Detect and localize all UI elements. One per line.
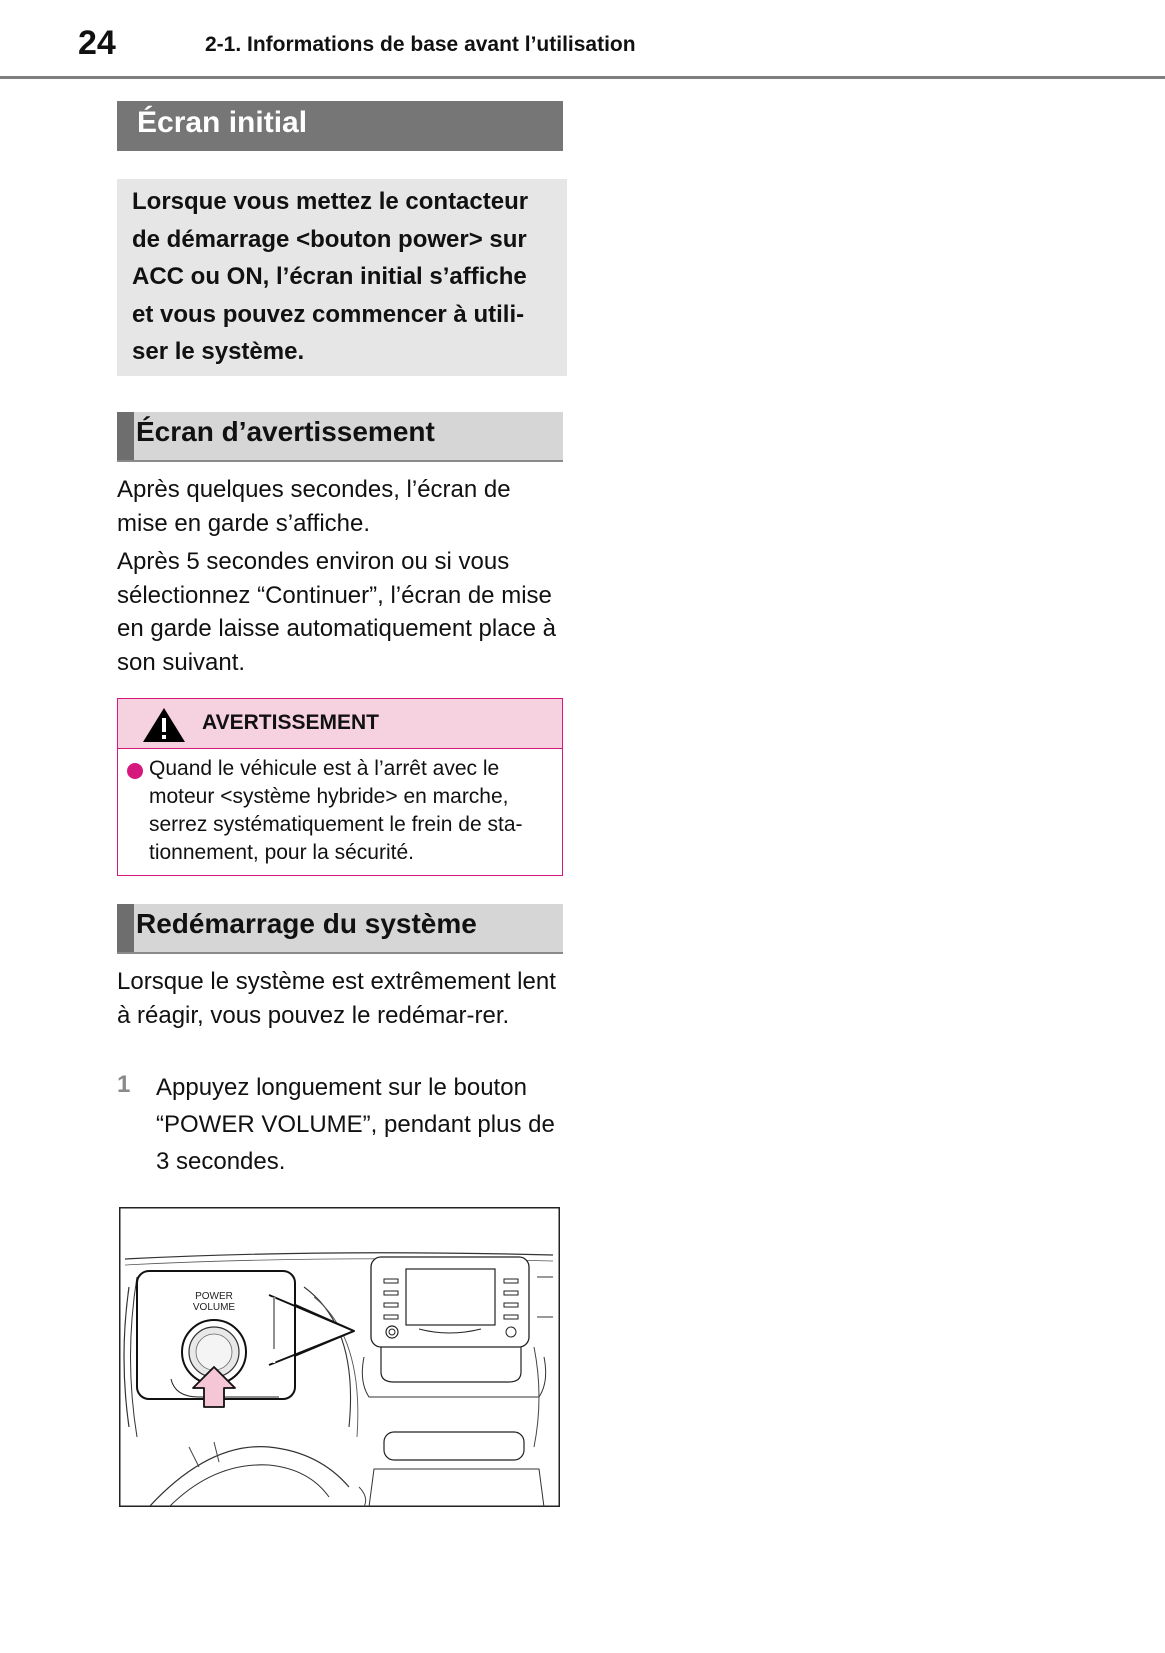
step-number: 1: [117, 1071, 131, 1098]
header-rule: [0, 76, 1165, 79]
warning-screen-para-2: Après 5 secondes environ ou si vous sélectionnez “Continuer”, l’écran de mise en garde laisse automatiquement place à son suivant.: [117, 548, 556, 676]
warning-screen-para-1: Après quelques secondes, l’écran de mise en garde s’affiche.: [117, 476, 511, 537]
warning-box-header: [118, 699, 562, 749]
dashboard-illustration: [119, 1207, 560, 1507]
warning-screen-heading: [117, 412, 563, 462]
warning-box-title: AVERTISSEMENT: [202, 711, 379, 734]
step-text: Appuyez longuement sur le bouton “POWER VOLUME”, pendant plus de 3 secondes.: [156, 1074, 555, 1175]
bullet-icon: [127, 763, 143, 779]
page-title: Écran initial: [117, 101, 563, 151]
head-unit: [371, 1257, 529, 1347]
page-number: 24: [78, 24, 116, 62]
knob-label-volume: VOLUME: [192, 1302, 236, 1313]
restart-para: Lorsque le système est extrêmement lent à réagir, vous pouvez le redémar-rer.: [117, 968, 556, 1029]
warning-triangle-icon: [142, 707, 186, 743]
intro-box: Lorsque vous mettez le contacteur de démarrage <bouton power> sur ACC ou ON, l’écran initial s’affiche et vous pouvez commencer à utili-ser le système.: [117, 179, 567, 376]
warning-box-text: Quand le véhicule est à l’arrêt avec le moteur <système hybride> en marche, serrez systématiquement le frein de sta-tionnement, pour la sécurité.: [149, 757, 523, 864]
heading-bar: [117, 412, 134, 460]
restart-body: [117, 965, 567, 1037]
restart-heading-label: Redémarrage du système: [136, 908, 477, 939]
heading-bar: [117, 904, 134, 952]
warning-screen-body: [117, 473, 567, 684]
section-path: 2-1. Informations de base avant l’utilisation: [205, 33, 636, 56]
knob-label-power: POWER: [195, 1291, 233, 1302]
warning-screen-heading-label: Écran d’avertissement: [136, 416, 435, 447]
restart-heading: [117, 904, 563, 954]
warning-box: [117, 698, 563, 876]
